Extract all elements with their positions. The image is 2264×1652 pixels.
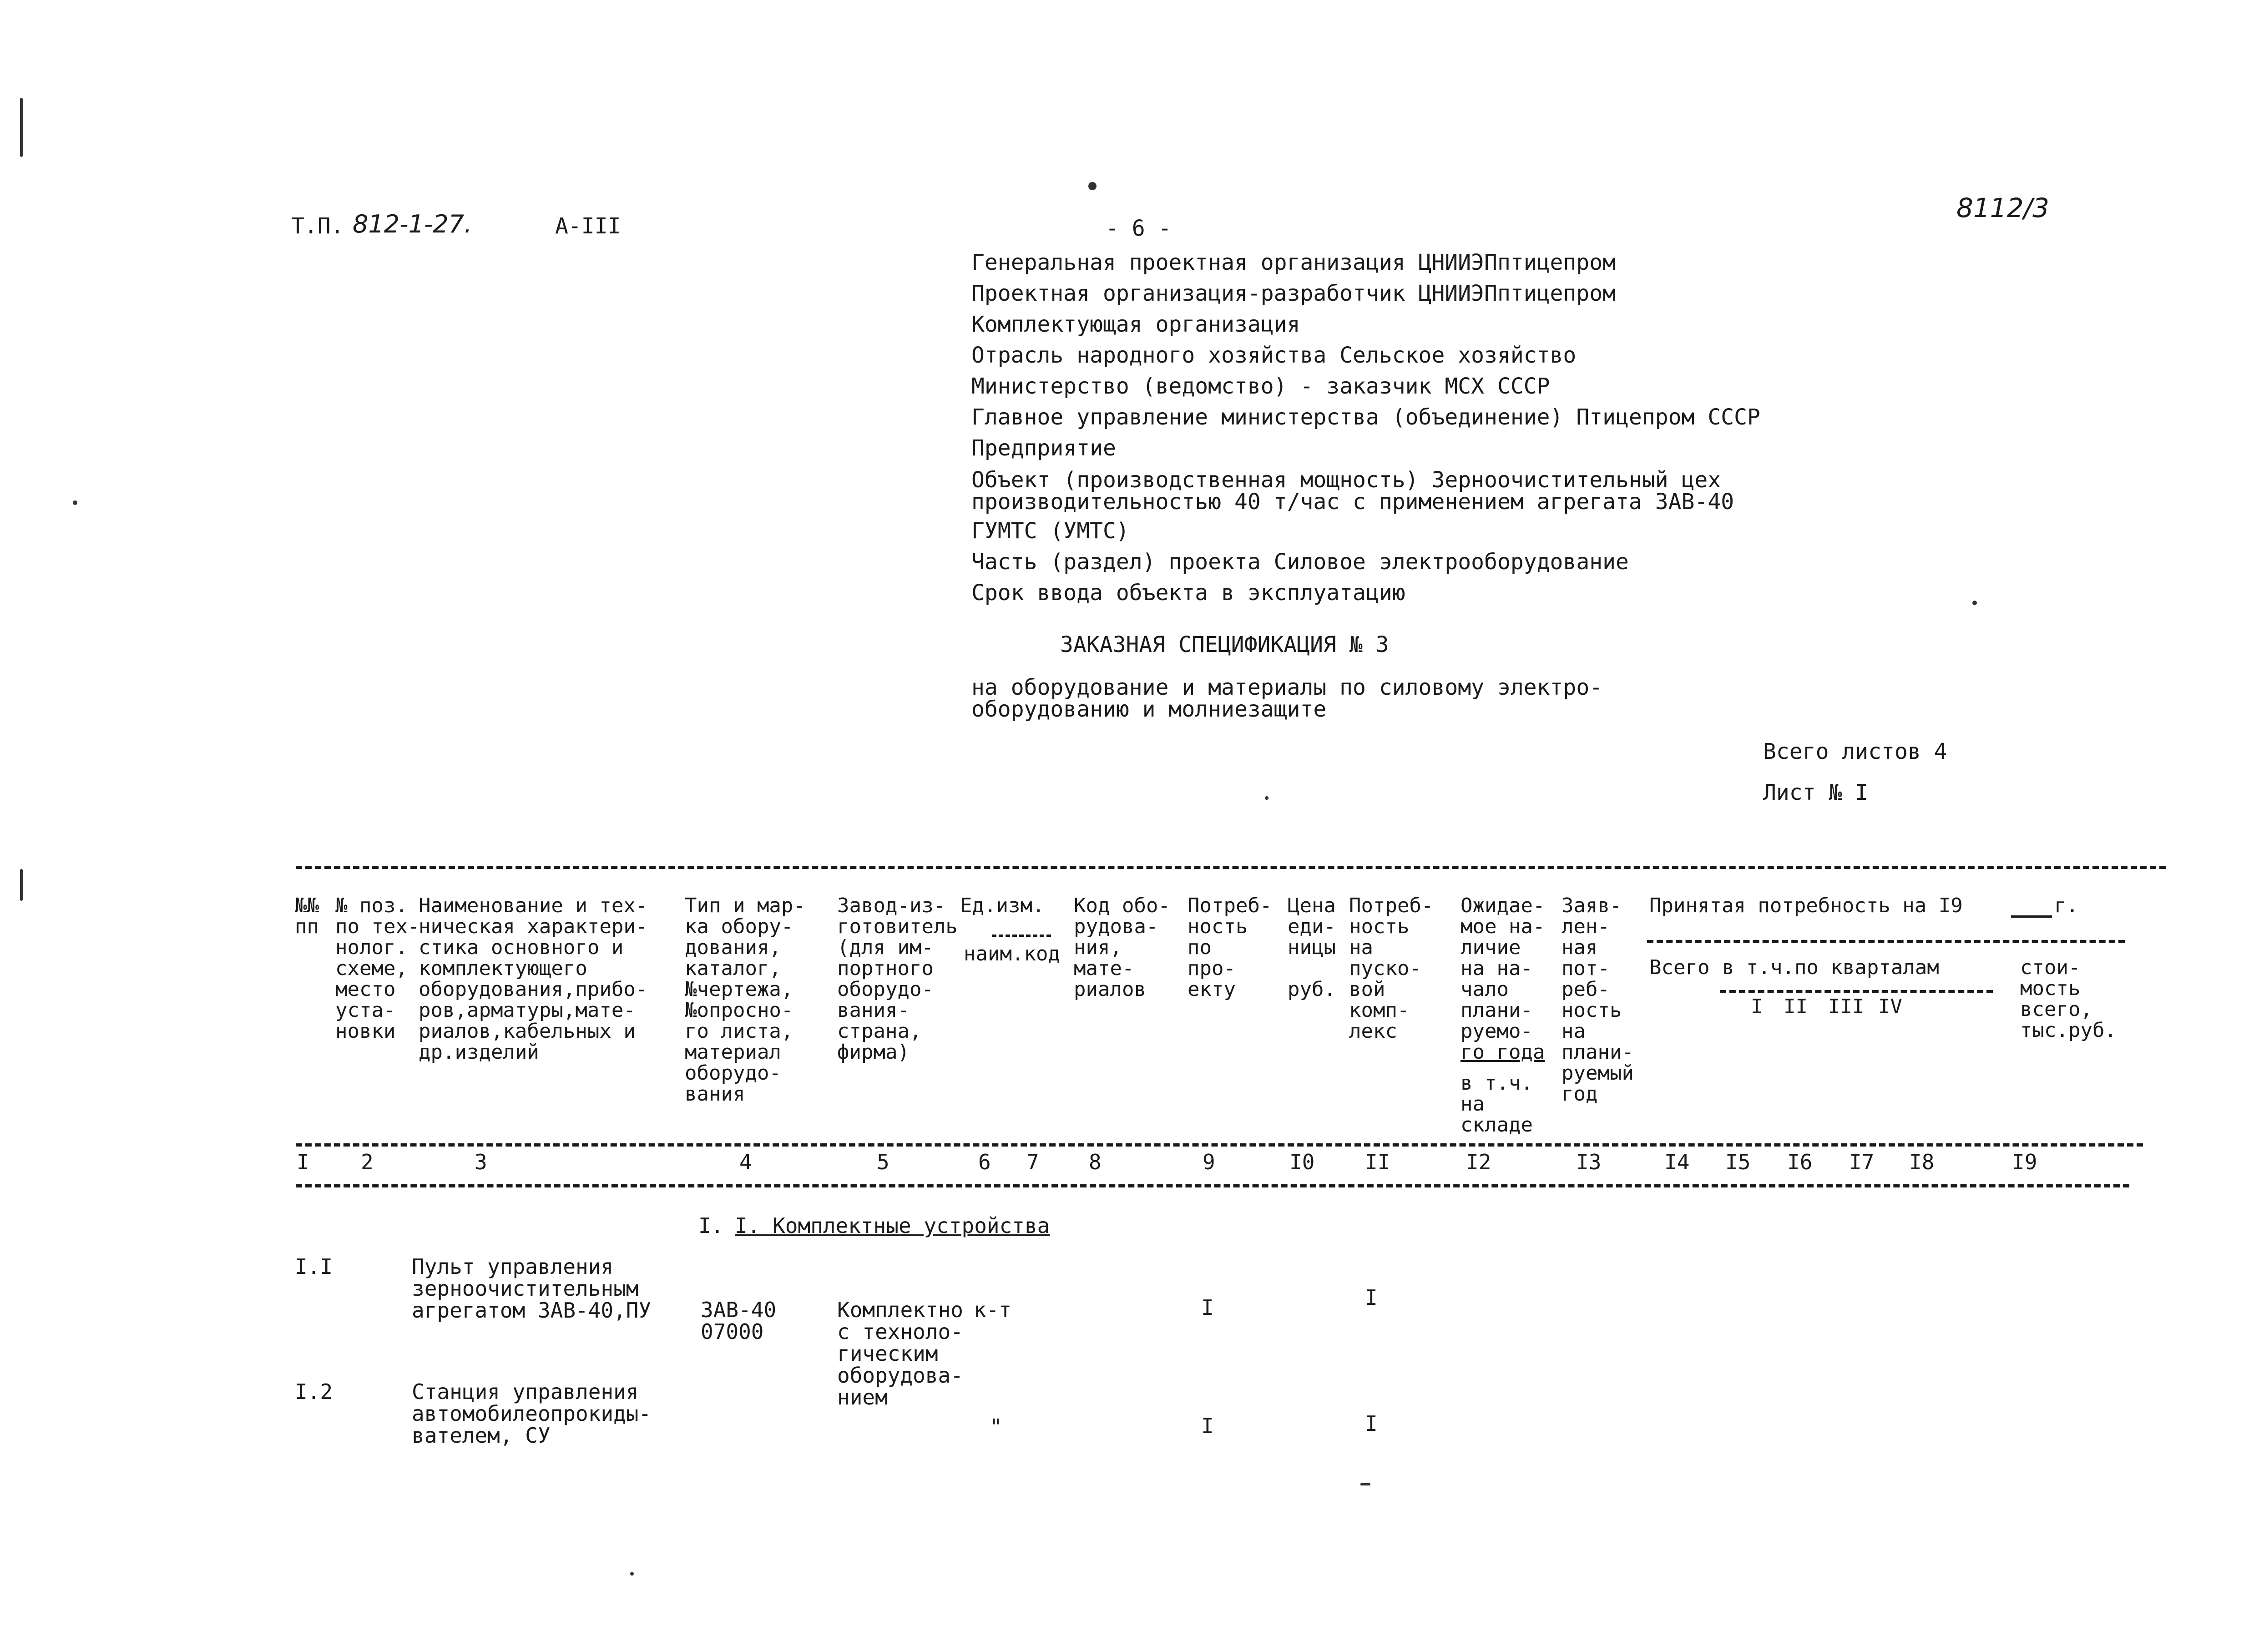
scan-dot [73, 500, 77, 505]
column-number: I2 [1466, 1150, 1491, 1174]
total-sheets: Всего листов 4 [1763, 739, 1947, 764]
header-col-maker: Завод-из- готовитель (для им- портного оборудо- вания- страна, фирма) [837, 894, 958, 1064]
row-project-need: I [1201, 1414, 1214, 1438]
spec-subtitle-line2: оборудованию и молниезащите [971, 697, 1327, 722]
colnum-bottom-rule [296, 1184, 2129, 1187]
header-col-expected-stock-year: го года [1460, 1041, 1545, 1064]
doc-code: Т.П. [291, 213, 344, 239]
info-industry: Отрасль народного хозяйства Сельское хозяйство [971, 343, 1577, 368]
info-project-part: Часть (раздел) проекта Силовое электрооборудование [971, 549, 1629, 575]
doc-number: 812-1-27. [353, 210, 472, 238]
table-top-rule [296, 866, 2166, 869]
info-ministry: Министерство (ведомство) - заказчик МСХ СССР [971, 374, 1550, 399]
column-number: 4 [739, 1150, 752, 1174]
column-number: 9 [1203, 1150, 1215, 1174]
scan-mark [1360, 1483, 1370, 1485]
row-number: I.I [295, 1254, 333, 1279]
header-col-declared-need: Заяв- лен- ная пот- реб- ность на плани- руемый год [1562, 894, 1634, 1106]
column-number: I8 [1909, 1150, 1935, 1174]
quarters-rule [1720, 990, 1993, 993]
column-number: I4 [1664, 1150, 1690, 1174]
header-quarter-4: IV [1878, 995, 1902, 1018]
header-quarter-3: III [1828, 995, 1865, 1018]
column-number: I5 [1725, 1150, 1751, 1174]
header-col-total: Всего [1649, 956, 1710, 979]
row-launch-need: I [1365, 1411, 1378, 1436]
header-col-cost: стои- мость всего, тыс.руб. [2020, 956, 2117, 1042]
info-deadline: Срок ввода объекта в эксплуатацию [971, 580, 1405, 606]
scan-dot [1972, 601, 1977, 605]
column-number: I7 [1849, 1150, 1875, 1174]
header-accepted-need: Принятая потребность на I9 [1649, 894, 1963, 917]
column-number: I [297, 1150, 309, 1174]
header-quarter-2: II [1784, 995, 1808, 1018]
album-code: А-III [555, 213, 621, 239]
header-col-unit-price: Цена еди- ницы руб. [1288, 894, 1336, 1001]
accepted-need-rule [1647, 940, 2125, 943]
scan-dot [630, 1572, 634, 1576]
row-unit: " [990, 1415, 1002, 1439]
info-gumts: ГУМТС (УМТС) [971, 518, 1129, 544]
column-number: I9 [2012, 1150, 2037, 1174]
header-col-by-quarter: в т.ч.по кварталам [1722, 956, 1939, 979]
section-number: I. [698, 1213, 737, 1238]
header-quarter-1: I [1751, 995, 1763, 1018]
column-number: 2 [361, 1150, 374, 1174]
info-enterprise: Предприятие [971, 435, 1116, 461]
scan-mark [20, 98, 23, 157]
header-col-equipment-code: Код обо- рудова- ния, мате- риалов [1074, 894, 1170, 1001]
info-developer-org: Проектная организация-разработчик ЦНИИЭПптицепром [971, 281, 1616, 306]
scan-dot [1265, 796, 1268, 800]
header-bottom-rule [296, 1143, 2143, 1147]
row-unit: к-т [974, 1298, 1012, 1322]
page-number: - 6 - [1106, 216, 1172, 241]
sheet-mark: 8112/3 [1956, 192, 2050, 223]
header-col-type: Тип и мар- ка обору- дования, каталог, №чертежа, №опросно- го листа, материал оборудо- вания [685, 894, 805, 1106]
header-col-unit-code: наим.код [964, 942, 1060, 965]
row-project-need: I [1201, 1295, 1214, 1320]
info-supply-org: Комплектующая организация [971, 312, 1300, 337]
column-number: I3 [1576, 1150, 1602, 1174]
column-number: 6 [978, 1150, 991, 1174]
header-col-name: Наименование и тех- ническая характери- стика основного и комплектующего оборудования,прибо- ров,арматуры,мате- риалов,кабельных и др.изделий [419, 894, 648, 1064]
row-maker: Комплектно с техноло- гическим оборудова- нием [837, 1298, 963, 1410]
row-type: ЗАВ-40 07000 [701, 1298, 777, 1344]
header-year-suffix: г. [2054, 894, 2078, 917]
column-number: 3 [475, 1150, 487, 1174]
spec-title: ЗАКАЗНАЯ СПЕЦИФИКАЦИЯ № 3 [1060, 632, 1389, 657]
scan-mark [20, 869, 23, 901]
header-col-launch-need: Потреб- ность на пуско- вой комп- лекс [1349, 894, 1434, 1043]
header-col-position: № поз. по тех- нолог. схеме, место уста- новки [335, 894, 420, 1043]
column-number: II [1365, 1150, 1390, 1174]
spec-subtitle-line1: на оборудование и материалы по силовому электро- [971, 675, 1603, 700]
column-number: I6 [1787, 1150, 1813, 1174]
header-col-expected-stock-warehouse: в т.ч. на складе [1460, 1071, 1533, 1137]
year-blank-line [2011, 915, 2052, 918]
unit-sub-rule [992, 935, 1051, 937]
header-col-num: №№ пп [295, 894, 319, 938]
sheet-number: Лист № I [1763, 780, 1869, 805]
header-col-expected-stock: Ожидае- мое на- личие на на- чало плани- руемо- [1460, 894, 1545, 1043]
row-name: Пульт управления зерноочистительным агрегатом ЗАВ-40,ПУ [412, 1254, 652, 1323]
column-number: 5 [877, 1150, 889, 1174]
column-number: 7 [1026, 1150, 1039, 1174]
info-object-line2: производительностью 40 т/час с применением агрегата ЗАВ-40 [971, 489, 1734, 515]
column-number: 8 [1089, 1150, 1102, 1174]
scan-dot [1088, 182, 1097, 190]
section-title: I. Комплектные устройства [735, 1213, 1050, 1238]
row-launch-need: I [1365, 1285, 1378, 1310]
header-col-project-need: Потреб- ность по про- екту [1188, 894, 1272, 1001]
row-number: I.2 [295, 1379, 333, 1404]
row-name: Станция управления автомобилеопрокиды- вателем, СУ [412, 1379, 652, 1448]
info-object-line1: Объект (производственная мощность) Зерноочистительный цех [971, 467, 1721, 493]
info-main-department: Главное управление министерства (объединение) Птицепром СССР [971, 404, 1760, 430]
header-col-unit: Ед.изм. [960, 894, 1045, 917]
column-number: I0 [1289, 1150, 1315, 1174]
info-general-org: Генеральная проектная организация ЦНИИЭПптицепром [971, 250, 1616, 275]
